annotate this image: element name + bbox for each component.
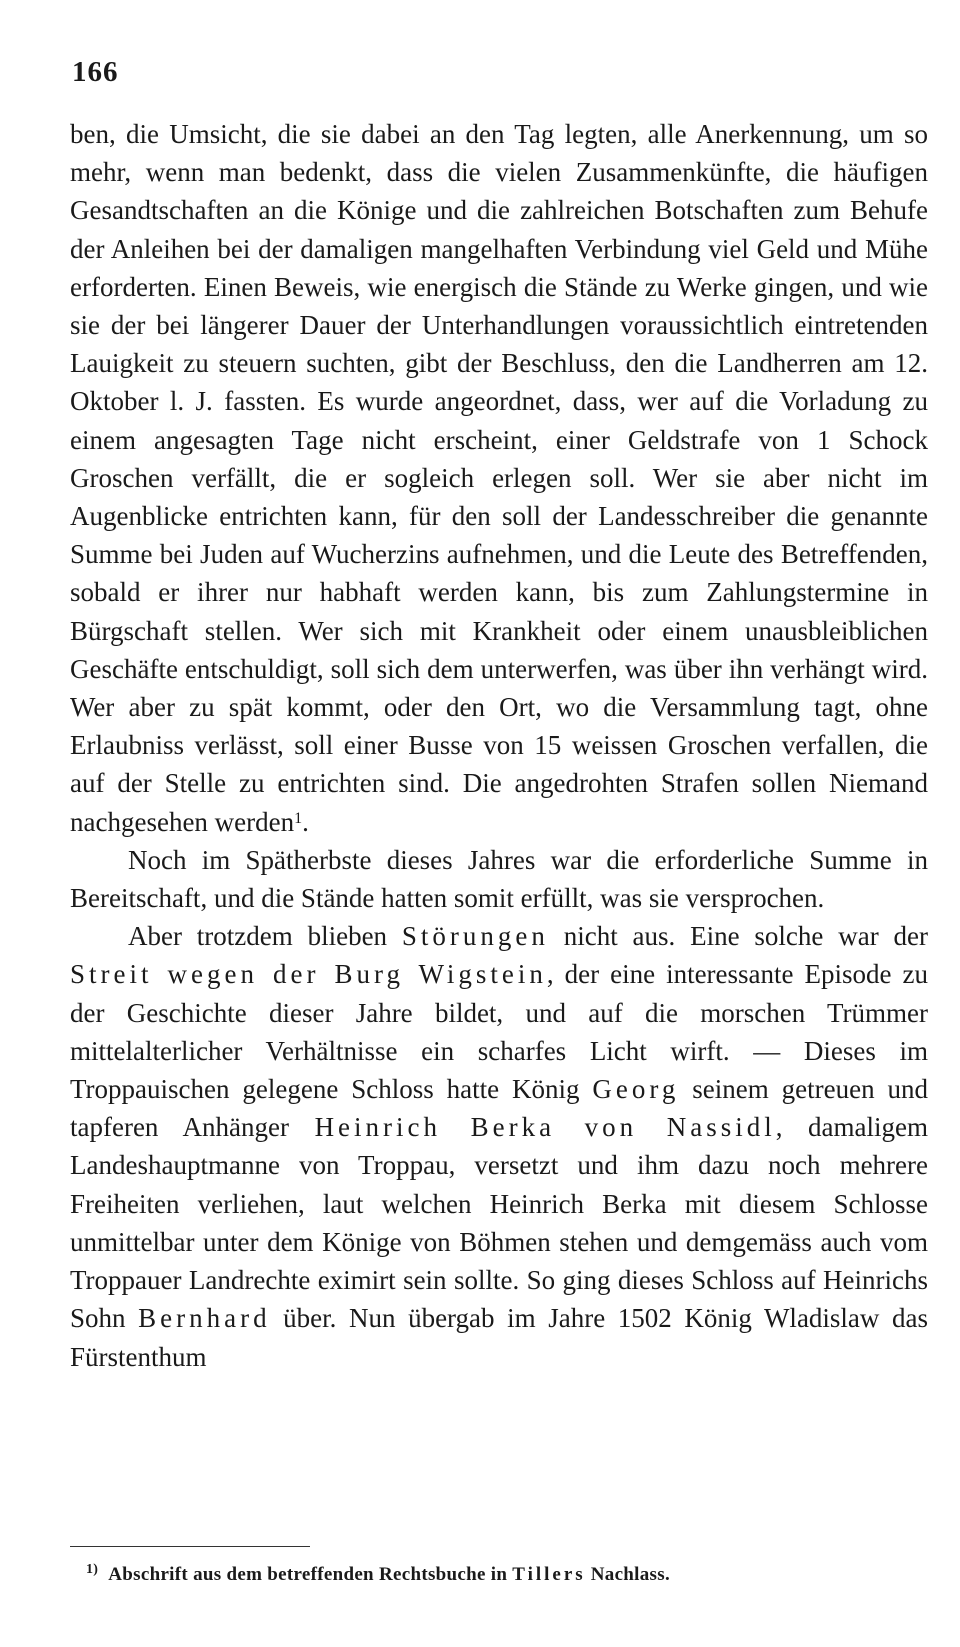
footnote-reference[interactable]: 1 [294,809,303,827]
page-number: 166 [72,56,119,88]
paragraph-3-segment: , damaligem Landeshauptmanne von Troppau, versetzt und ihm dazu noch mehrere Freiheiten verliehen, laut welchen Heinrich Berka mit diesem Schlosse unmittelbar unter dem Könige von Böhmen stehen und demgemäss auch vom Troppauer Landrechte eximirt sein sollte. So ging dieses Schloss auf Heinrichs Sohn [70,1112,928,1334]
paragraph-1 [70,115,928,841]
emphasis-stoerungen: Störungen [401,921,549,952]
emphasis-heinrich-berka: Heinrich Berka von Nassidl [314,1112,776,1143]
paragraph-3-segment: über. Nun übergab im Jahre 1502 König Wladislaw das Fürstenthum [70,1303,928,1372]
paragraph-3-segment: Aber trotzdem blieben [128,921,402,952]
paragraph-3-segment: , der eine interessante Episode zu der Geschichte dieser Jahre bildet, und auf die morschen Trümmer mittelalterlicher Verhältnisse ein scharfes Licht wirft. — Dieses im Troppauischen gelegene Schloss hatte König [70,959,928,1105]
emphasis-streit-wigstein: Streit wegen der Burg Wigstein [70,959,547,990]
footnote-mark: 1) [86,1562,99,1577]
paragraph-3-segment: nicht aus. Eine solche war der [548,921,928,952]
paragraph-1-end: . [302,806,309,837]
footnote [86,1562,670,1586]
emphasis-georg: Georg [592,1074,680,1105]
emphasis-bernhard: Bernhard [138,1303,271,1334]
paragraph-3-segment: seinem getreuen und tapferen Anhänger [70,1074,928,1143]
paragraph-2: Noch im Spätherbste dieses Jahres war die erforderliche Summe in Bereitschaft, und die Stände hatten somit erfüllt, was sie versprochen. [70,844,928,914]
paragraph-1-text: ben, die Umsicht, die sie dabei an den Tag legten, alle Anerkennung, um so mehr, wenn man bedenkt, dass die vielen Zusammenkünfte, die häufigen Gesandtschaften an die Könige und die zahlreichen Botschaften zum Behufe der Anleihen bei der damaligen mangelhaften Verbindung viel Geld und Mühe erforderten. Einen Beweis, wie energisch die Stände zu Werke gingen, und wie sie der bei längerer Dauer der Unterhandlungen voraussichtlich eintretenden Lauigkeit zu steuern suchten, gibt der Beschluss, den die Landherren am 12. Oktober l. J. fassten. Es wurde angeordnet, dass, wer auf die Vorladung zu einem angesagten Tage nicht erscheint, einer Geldstrafe von 1 Schock Groschen verfällt, die er sogleich erlegen soll. Wer sie aber nicht im Augenblicke entrichten kann, für den soll der Landesschreiber die genannte Summe bei Juden auf Wucherzins aufnehmen, und die Leute des Betreffenden, sobald er ihrer nur habhaft werden kann, bis zum Zahlungstermine in Bürgschaft stellen. Wer sich mit Krankheit oder einem unausbleiblichen Geschäfte entschuldigt, soll sich dem unterwerfen, was über ihn verhängt wird. Wer aber zu spät kommt, oder den Ort, wo die Versammlung tagt, ohne Erlaubniss verlässt, soll einer Busse von 15 weissen Groschen verfallen, die auf der Stelle zu entrichten sind. Die angedrohten Strafen sollen Niemand nachgesehen werden [70,119,928,837]
footnote-text-end: Nachlass. [585,1564,670,1585]
paragraph-3 [70,917,928,1375]
footnote-emphasis-tillers: Tillers [512,1564,586,1585]
footnote-divider [70,1546,310,1547]
footnote-text: Abschrift aus dem betreffenden Rechtsbuche in [108,1564,513,1585]
body-text [70,115,928,1376]
